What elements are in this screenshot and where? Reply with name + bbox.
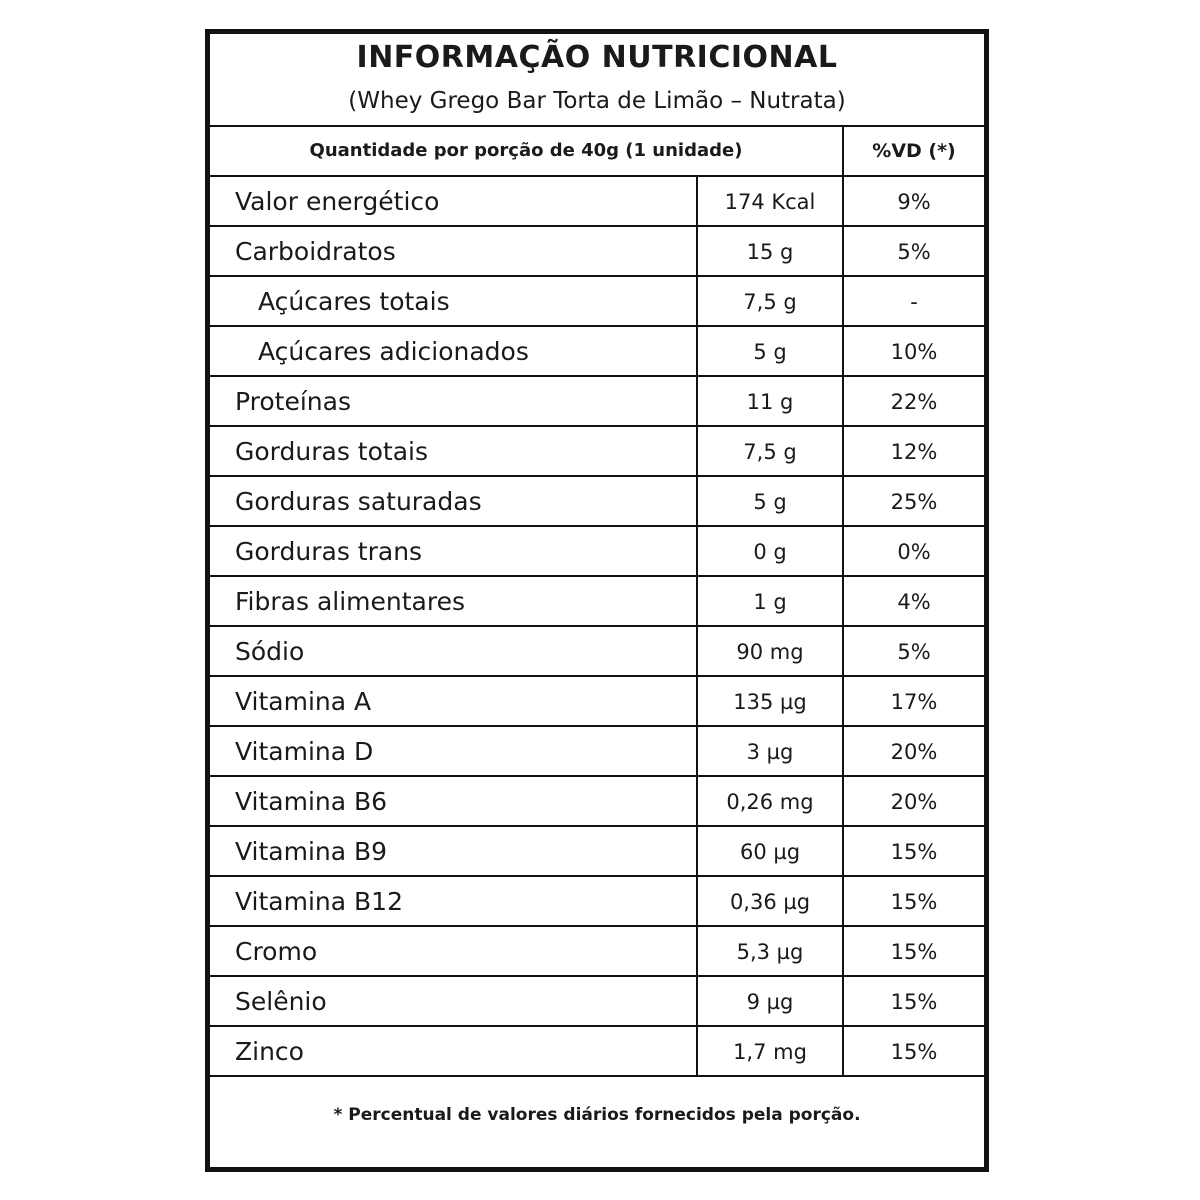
nutrient-name: Gorduras saturadas — [235, 487, 482, 516]
table-row — [210, 727, 984, 777]
nutrient-quantity: 5 g — [696, 477, 842, 525]
nutrient-quantity: 1,7 mg — [696, 1027, 842, 1075]
table-row — [210, 327, 984, 377]
table-row — [210, 827, 984, 877]
nutrient-daily-value: 25% — [842, 477, 984, 525]
table-header-row — [210, 127, 984, 177]
nutrient-quantity: 7,5 g — [696, 427, 842, 475]
nutrient-name: Sódio — [235, 637, 305, 666]
nutrient-quantity: 9 µg — [696, 977, 842, 1025]
nutrient-daily-value: 4% — [842, 577, 984, 625]
nutrient-daily-value: 10% — [842, 327, 984, 375]
nutrient-daily-value: 17% — [842, 677, 984, 725]
nutrient-quantity: 0,36 µg — [696, 877, 842, 925]
nutrient-name: Vitamina B6 — [235, 787, 388, 816]
nutrient-quantity: 0,26 mg — [696, 777, 842, 825]
table-row — [210, 777, 984, 827]
nutrient-name: Carboidratos — [235, 237, 396, 266]
nutrient-daily-value: 9% — [842, 177, 984, 225]
nutrient-name: Zinco — [235, 1037, 304, 1066]
nutrient-quantity: 90 mg — [696, 627, 842, 675]
nutrient-quantity: 5 g — [696, 327, 842, 375]
table-row — [210, 877, 984, 927]
nutrient-daily-value: 15% — [842, 927, 984, 975]
nutrient-daily-value: 5% — [842, 227, 984, 275]
nutrient-name: Gorduras totais — [235, 437, 428, 466]
label-subtitle: (Whey Grego Bar Torta de Limão – Nutrata) — [348, 88, 846, 114]
nutrient-daily-value: 22% — [842, 377, 984, 425]
nutrient-quantity: 11 g — [696, 377, 842, 425]
table-row — [210, 627, 984, 677]
nutrient-daily-value: 15% — [842, 977, 984, 1025]
nutrient-name: Açúcares adicionados — [258, 337, 529, 366]
nutrient-daily-value: 15% — [842, 827, 984, 875]
nutrient-quantity: 5,3 µg — [696, 927, 842, 975]
nutrient-quantity: 135 µg — [696, 677, 842, 725]
nutrient-name: Açúcares totais — [258, 287, 450, 316]
nutrient-daily-value: 15% — [842, 877, 984, 925]
nutrient-name: Valor energético — [235, 187, 440, 216]
label-title: INFORMAÇÃO NUTRICIONAL — [356, 40, 838, 75]
table-row — [210, 977, 984, 1027]
nutrient-daily-value: - — [842, 277, 984, 325]
nutrient-daily-value: 0% — [842, 527, 984, 575]
nutrient-daily-value: 12% — [842, 427, 984, 475]
table-row — [210, 677, 984, 727]
table-row — [210, 377, 984, 427]
nutrient-daily-value: 5% — [842, 627, 984, 675]
nutrient-name: Vitamina D — [235, 737, 374, 766]
nutrient-name: Gorduras trans — [235, 537, 423, 566]
nutrient-daily-value: 20% — [842, 777, 984, 825]
nutrient-quantity: 60 µg — [696, 827, 842, 875]
label-title-block — [210, 34, 984, 127]
nutrient-daily-value: 20% — [842, 727, 984, 775]
nutrient-name: Vitamina B12 — [235, 887, 403, 916]
nutrient-quantity: 1 g — [696, 577, 842, 625]
table-row — [210, 527, 984, 577]
nutrient-name: Cromo — [235, 937, 318, 966]
table-row — [210, 1027, 984, 1077]
table-row — [210, 577, 984, 627]
nutrient-name: Vitamina A — [235, 687, 372, 716]
nutrient-quantity: 3 µg — [696, 727, 842, 775]
nutrient-quantity: 7,5 g — [696, 277, 842, 325]
serving-size-header: Quantidade por porção de 40g (1 unidade) — [309, 140, 743, 161]
table-row — [210, 277, 984, 327]
nutrient-name: Selênio — [235, 987, 327, 1016]
table-row — [210, 477, 984, 527]
table-row — [210, 927, 984, 977]
nutrition-facts-label — [205, 29, 989, 1172]
nutrient-name: Proteínas — [235, 387, 351, 416]
daily-value-footnote: * Percentual de valores diários fornecidos pela porção. — [333, 1105, 861, 1125]
nutrient-daily-value: 15% — [842, 1027, 984, 1075]
nutrient-quantity: 15 g — [696, 227, 842, 275]
table-row — [210, 427, 984, 477]
nutrient-table — [210, 177, 984, 1077]
nutrient-name: Vitamina B9 — [235, 837, 388, 866]
daily-value-header: %VD (*) — [842, 127, 984, 175]
nutrient-quantity: 174 Kcal — [696, 177, 842, 225]
nutrient-quantity: 0 g — [696, 527, 842, 575]
nutrient-name: Fibras alimentares — [235, 587, 465, 616]
table-row — [210, 177, 984, 227]
table-row — [210, 227, 984, 277]
